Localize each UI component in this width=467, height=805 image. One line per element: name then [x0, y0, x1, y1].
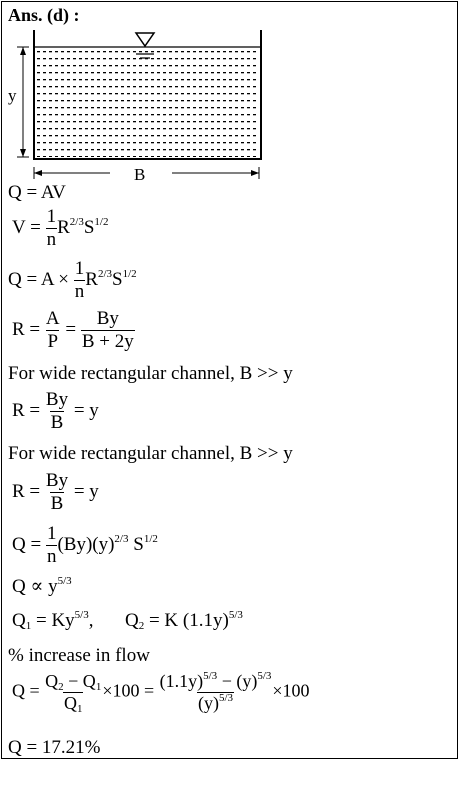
line-q1-q2: $Q1 = Ky^{5/3}$, Q2 = K $(1.1y)^{5/3}$	[12, 609, 243, 632]
line-hydraulic-radius: R = $\frac{A}{P}$ = $\frac{By}{B + 2y}$	[12, 308, 134, 352]
line-radius-simplified-2: R = $\frac{By}{B}$ = y	[12, 470, 99, 514]
channel-diagram	[0, 28, 280, 184]
line-q-av: Q = AV	[8, 182, 66, 203]
water-level-symbol	[136, 33, 154, 46]
water-body	[36, 47, 259, 157]
line-percent-increase-eq: Q = $\frac{Q2 - Q1}{Q1}$ ×100 = $\frac{(1.1y)^{5/3} - (y)^{5/3}}{(y)^{5/3}}$ ×100	[12, 670, 310, 715]
line-velocity-eq: V = $\frac{1}{n}$ $R^{2/3}S^{1/2}$	[12, 206, 109, 250]
width-label: B	[134, 165, 146, 184]
line-wide-channel-1: For wide rectangular channel, B >> y	[8, 363, 293, 384]
answer-heading: Ans. (d) :	[8, 5, 80, 25]
depth-dimension	[17, 47, 29, 157]
line-percent-increase-label: % increase in flow	[8, 645, 150, 666]
line-proportionality: $Q \propto y^{5/3}$	[12, 575, 72, 597]
line-discharge-eq: Q = A × $\frac{1}{n}$ $R^{2/3}S^{1/2}$	[8, 258, 137, 302]
line-discharge-substituted: Q = $\frac{1}{n}$ $(By)(y)^{2/3}$ $S^{1/2}$	[12, 523, 158, 567]
line-radius-simplified-1: R = $\frac{By}{B}$ = y	[12, 389, 99, 433]
depth-label: y	[8, 86, 17, 105]
line-wide-channel-2: For wide rectangular channel, B >> y	[8, 443, 293, 464]
final-answer: Q = 17.21%	[8, 737, 101, 758]
width-dimension	[34, 167, 259, 179]
